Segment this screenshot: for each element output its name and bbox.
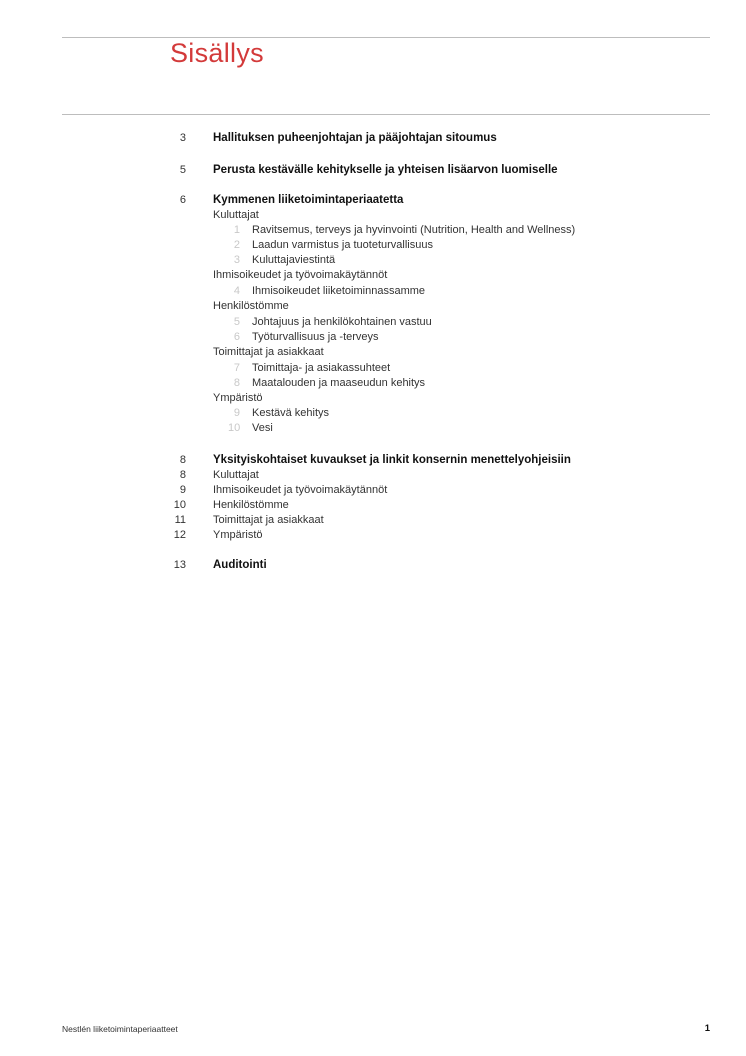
toc-page-number: 8 xyxy=(179,469,186,481)
toc-page-number: 9 xyxy=(179,484,186,496)
principle-text: Vesi xyxy=(252,422,273,434)
toc-page-number: 10 xyxy=(173,499,186,511)
toc-page-number: 6 xyxy=(179,194,186,206)
principle-number: 3 xyxy=(233,254,240,266)
category-label: Ympäristö xyxy=(213,392,263,404)
page-title: Sisällys xyxy=(170,38,264,68)
principle-number: 5 xyxy=(233,316,240,328)
toc-subentry-text: Kuluttajat xyxy=(213,469,259,481)
principle-text: Laadun varmistus ja tuoteturvallisuus xyxy=(252,239,433,251)
principle-text: Toimittaja- ja asiakassuhteet xyxy=(252,362,391,374)
toc-page-number: 11 xyxy=(174,514,186,526)
principle-number: 6 xyxy=(233,331,240,343)
category-label: Ihmisoikeudet ja työvoimakäytännöt xyxy=(213,269,388,281)
category-label: Kuluttajat xyxy=(213,209,259,221)
principle-number: 7 xyxy=(233,362,240,374)
toc-heading: Yksityiskohtaiset kuvaukset ja linkit konsernin menettelyohjeisiin xyxy=(213,454,571,466)
principle-text: Ihmisoikeudet liiketoiminnassamme xyxy=(252,285,426,297)
toc-page-number: 13 xyxy=(173,559,186,571)
principle-number: 10 xyxy=(228,422,241,434)
principle-text: Maatalouden ja maaseudun kehitys xyxy=(252,377,426,389)
principle-text: Työturvallisuus ja -terveys xyxy=(252,331,379,343)
principle-number: 4 xyxy=(233,285,240,297)
toc-page-number: 5 xyxy=(179,164,186,176)
principle-number: 8 xyxy=(233,377,240,389)
toc-heading: Hallituksen puheenjohtajan ja pääjohtajan sitoumus xyxy=(213,132,497,144)
footer-page-number: 1 xyxy=(704,1023,710,1034)
toc-heading: Auditointi xyxy=(213,559,267,571)
principle-number: 2 xyxy=(233,239,240,251)
principle-text: Johtajuus ja henkilökohtainen vastuu xyxy=(252,316,432,328)
principle-text: Kuluttajaviestintä xyxy=(252,254,336,266)
toc-page-number: 3 xyxy=(179,132,186,144)
principle-text: Kestävä kehitys xyxy=(252,407,330,419)
category-label: Henkilöstömme xyxy=(213,300,289,312)
toc-page-number: 12 xyxy=(173,529,186,541)
toc-subentry-text: Ihmisoikeudet ja työvoimakäytännöt xyxy=(213,484,388,496)
toc-subentry-text: Toimittajat ja asiakkaat xyxy=(213,514,324,526)
toc-subentry-text: Ympäristö xyxy=(213,529,263,541)
toc-page-number: 8 xyxy=(179,454,186,466)
toc-heading: Perusta kestävälle kehitykselle ja yhteisen lisäarvon luomiselle xyxy=(213,164,558,176)
title-rule xyxy=(62,114,710,115)
footer-document-title: Nestlén liiketoimintaperiaatteet xyxy=(62,1024,178,1034)
category-label: Toimittajat ja asiakkaat xyxy=(213,346,324,358)
principle-text: Ravitsemus, terveys ja hyvinvointi (Nutrition, Health and Wellness) xyxy=(252,224,576,236)
principle-number: 1 xyxy=(233,224,240,236)
principle-number: 9 xyxy=(233,407,240,419)
toc-subentry-text: Henkilöstömme xyxy=(213,499,289,511)
top-rule xyxy=(62,37,710,38)
toc-heading: Kymmenen liiketoimintaperiaatetta xyxy=(213,194,404,206)
